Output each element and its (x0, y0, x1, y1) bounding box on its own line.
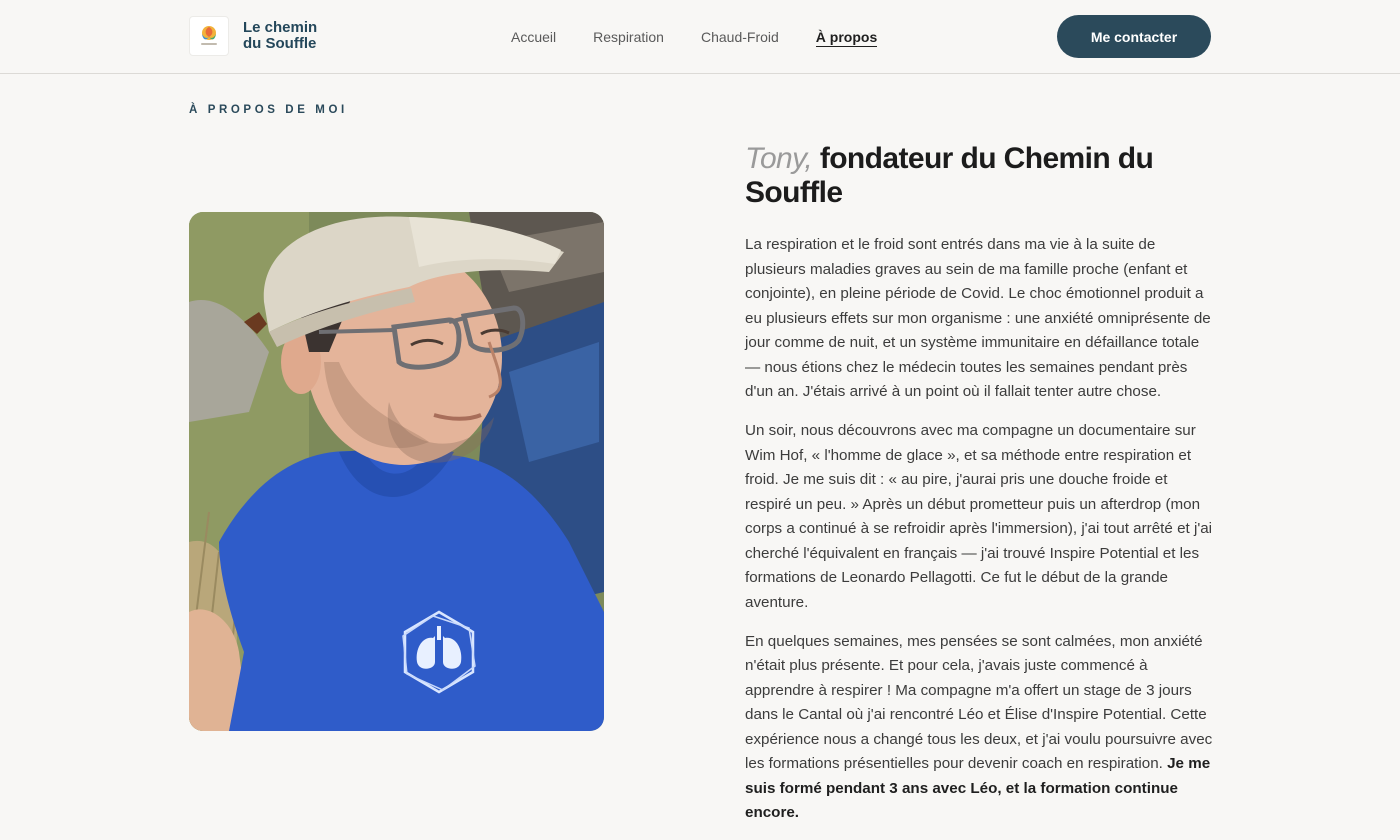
title-name: Tony, (745, 142, 813, 175)
nav-item-respiration[interactable]: Respiration (593, 29, 664, 45)
nav-item-a-propos[interactable]: À propos (815, 29, 878, 45)
main-nav (511, 28, 877, 47)
nav-item-accueil[interactable]: Accueil (511, 29, 557, 45)
section-eyebrow: À PROPOS DE MOI (189, 104, 348, 116)
bio-paragraph-3-highlight: Je me suis formé pendant 3 ans avec Léo, et la formation continue encore. (745, 755, 1211, 821)
page-title (745, 142, 1215, 210)
brand-name (243, 20, 317, 52)
contact-button[interactable]: Me contacter (1057, 15, 1211, 58)
nav-item-chaud-froid[interactable]: Chaud-Froid (700, 29, 779, 45)
about-content (745, 142, 1215, 840)
bio-paragraph-1: La respiration et le froid sont entrés dans ma vie à la suite de plusieurs maladies graves au sein de ma famille proche (enfant et conjointe), en pleine période de Covid. Le choc émotionnel produit a eu plusieurs effets sur mon organisme : une anxiété omniprésente de jour comme de nuit, et un système immunitaire en défaillance totale — nous étions chez le médecin toutes les semaines pendant près d'un an. J'étais arrivé à un point où il fallait tenter autre chose. (745, 236, 1211, 400)
brand-line-2: du Souffle (243, 35, 317, 52)
brand-line-1: Le chemin (243, 19, 318, 36)
bio-paragraph-3-text: En quelques semaines, mes pensées se sont calmées, mon anxiété n'était plus présente. Et pour cela, j'avais juste commencé à apprendre à respirer ! Ma compagne m'a offert un stage de 3 jours dans le Cantal où j'ai rencontré Léo et Élise d'Inspire Potential. Cette expérience nous a changé tous les deux, et j'ai voulu poursuivre avec les formations présentielles pour devenir coach en respiration. (745, 632, 1213, 772)
logo-icon (189, 16, 229, 56)
founder-photo (189, 212, 604, 731)
bio-paragraph-2: Un soir, nous découvrons avec ma compagne un documentaire sur Wim Hof, « l'homme de glace », et sa méthode entre respiration et froid. Je me suis dit : « au pire, j'aurai pris une douche froide et respiré un peu. » Après un début prometteur puis un afterdrop (mon corps a continué à se refroidir après l'immersion), j'ai tout arrêté et j'ai cherché l'équivalent en français — j'ai trouvé Inspire Potential et les formations de Leonardo Pellagotti. Ce fut le début de la grande aventure. (745, 422, 1213, 611)
site-header (0, 0, 1400, 74)
title-rest: fondateur du Chemin du Souffle (745, 142, 1154, 209)
brand-link[interactable] (189, 16, 317, 56)
bio-paragraph-3 (745, 630, 1215, 826)
